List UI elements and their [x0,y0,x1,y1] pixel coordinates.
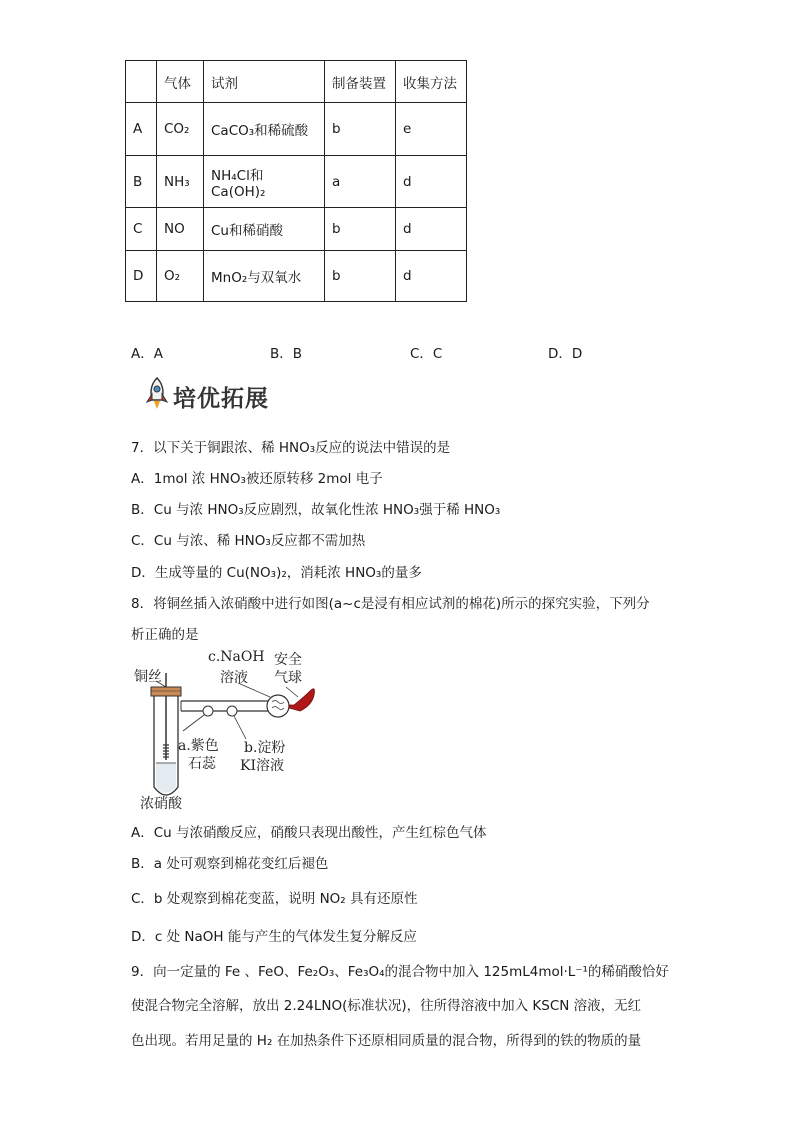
q9-line3: 色出现。若用足量的 H₂ 在加热条件下还原相同质量的混合物，所得到的铁的物质的量 [131,1033,642,1049]
collect-cell: d [396,251,467,302]
row-label: C [126,208,157,251]
section-badge-text: 培优拓展 [173,386,269,412]
section-badge [143,376,283,412]
q8-stem-line2: 析正确的是 [131,627,199,643]
q8-option-a[interactable]: A．Cu 与浓硝酸反应，硝酸只表现出酸性，产生红棕色气体 [131,825,487,841]
apparatus-figure [128,645,318,813]
collect-cell: d [396,208,467,251]
q9-line2: 使混合物完全溶解，放出 2.24LNO(标准状况)，往所得溶液中加入 KSCN 溶液，无红 [131,998,642,1014]
reagent-cell: NH₄Cl和Ca(OH)₂ [204,156,325,208]
litmus-label: a.紫色 [178,738,219,754]
table-header-cell: 收集方法 [396,61,467,103]
table-row [126,208,467,251]
gas-cell: CO₂ [157,103,204,156]
starch-ki-label-2: KI溶液 [240,758,284,774]
q7-option-c[interactable]: C．Cu 与浓、稀 HNO₃反应都不需加热 [131,533,366,549]
naoh-label: c.NaOH [208,649,265,665]
apparatus-cell: a [325,156,396,208]
reagent-cell: MnO₂与双氧水 [204,251,325,302]
collect-cell: e [396,103,467,156]
rocket-icon [143,376,171,412]
q8-option-b[interactable]: B．a 处可观察到棉花变红后褪色 [131,856,329,872]
table-header-row [126,61,467,103]
q6-option-d[interactable]: D．D [548,346,583,362]
row-label: A [126,103,157,156]
row-label: B [126,156,157,208]
table-header-cell: 制备装置 [325,61,396,103]
safety-balloon-label-2: 气球 [274,670,302,686]
q7-option-b[interactable]: B．Cu 与浓 HNO₃反应剧烈，故氧化性浓 HNO₃强于稀 HNO₃ [131,502,501,518]
q8-option-c[interactable]: C．b 处观察到棉花变蓝，说明 NO₂ 具有还原性 [131,891,418,907]
apparatus-cell: b [325,103,396,156]
nitric-acid-label: 浓硝酸 [140,796,182,812]
q9-line1: 9．向一定量的 Fe 、FeO、Fe₂O₃、Fe₃O₄的混合物中加入 125mL4mol·L⁻¹的稀硝酸恰好 [131,964,669,980]
starch-ki-label: b.淀粉 [244,740,286,756]
apparatus-cell: b [325,251,396,302]
q7-option-a[interactable]: A．1mol 浓 HNO₃被还原转移 2mol 电子 [131,471,383,487]
gas-cell: NH₃ [157,156,204,208]
q7-stem: 7．以下关于铜跟浓、稀 HNO₃反应的说法中错误的是 [131,440,451,456]
gas-cell: O₂ [157,251,204,302]
q8-stem-line1: 8．将铜丝插入浓硝酸中进行如图(a~c是浸有相应试剂的棉花)所示的探究实验，下列分 [131,596,650,612]
safety-balloon-label: 安全 [274,652,302,668]
table-header-cell: 试剂 [204,61,325,103]
collect-cell: d [396,156,467,208]
reagent-cell: Cu和稀硝酸 [204,208,325,251]
apparatus-cell: b [325,208,396,251]
q6-option-b[interactable]: B．B [270,346,303,362]
reagent-cell: CaCO₃和稀硫酸 [204,103,325,156]
table-header-cell: 气体 [157,61,204,103]
q8-option-d[interactable]: D．c 处 NaOH 能与产生的气体发生复分解反应 [131,929,417,945]
row-label: D [126,251,157,302]
q6-option-c[interactable]: C．C [410,346,443,362]
copper-wire-label: 铜丝 [134,669,162,685]
table-row [126,156,467,208]
gas-cell: NO [157,208,204,251]
q6-option-a[interactable]: A．A [131,346,163,362]
q7-option-d[interactable]: D．生成等量的 Cu(NO₃)₂，消耗浓 HNO₃的量多 [131,565,422,581]
table-row [126,103,467,156]
table-header-cell [126,61,157,103]
table-row [126,251,467,302]
reagent-table [125,60,467,302]
naoh-solution-label: 溶液 [220,670,248,686]
litmus-label-2: 石蕊 [188,756,216,772]
